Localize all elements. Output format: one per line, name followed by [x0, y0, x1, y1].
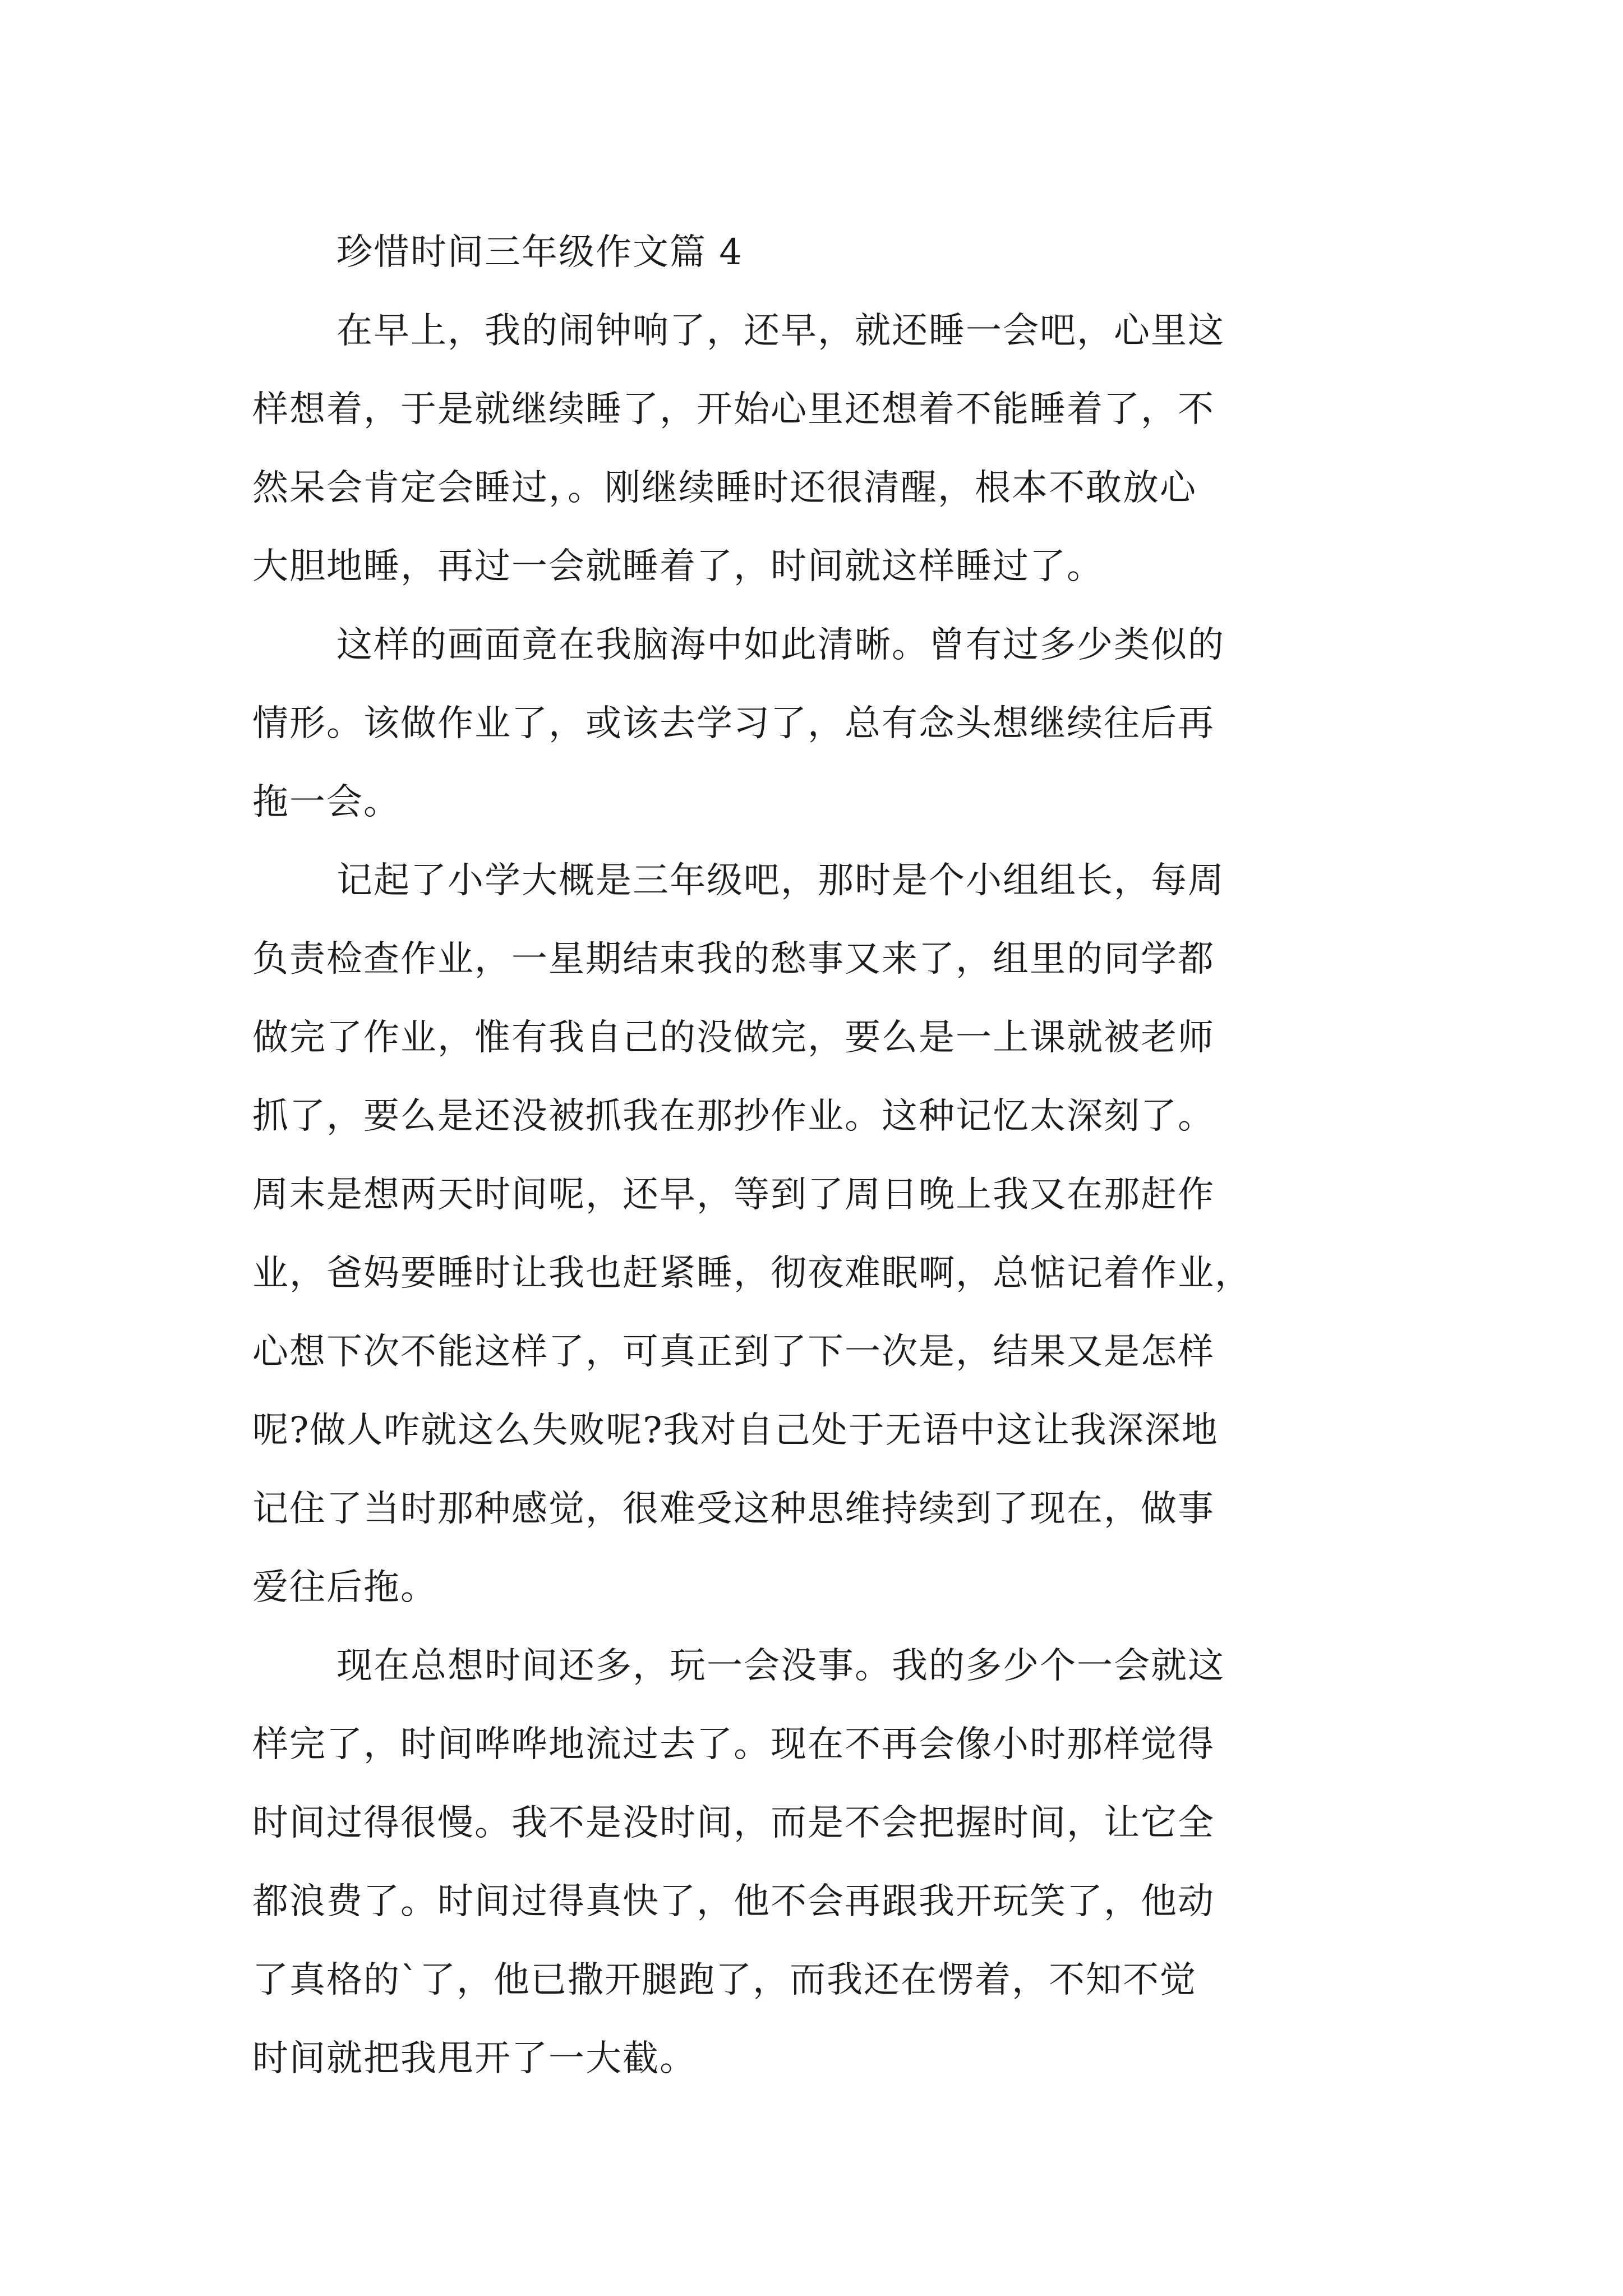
paragraph-line: 在早上，我的闹钟响了，还早，就还睡一会吧，心里这 — [336, 310, 1225, 352]
paragraph-line: 现在总想时间还多，玩一会没事。我的多少个一会就这 — [336, 1645, 1225, 1687]
paragraph-line: 做完了作业，惟有我自己的没做完，要么是一上课就被老师 — [252, 1017, 1215, 1059]
paragraph-line: 拖一会。 — [252, 781, 400, 823]
paragraph-line: 周末是想两天时间呢，还早，等到了周日晚上我又在那赶作 — [252, 1174, 1215, 1216]
paragraph-line: 了真格的`了，他已撒开腿跑了，而我还在愣着，不知不觉 — [252, 1959, 1197, 2001]
paragraph-line: 样想着，于是就继续睡了，开始心里还想着不能睡着了，不 — [252, 389, 1215, 430]
paragraph-line: 记起了小学大概是三年级吧，那时是个小组组长，每周 — [336, 860, 1225, 901]
paragraph-line: 记住了当时那种感觉，很难受这种思维持续到了现在，做事 — [252, 1488, 1215, 1530]
paragraph-1 — [252, 292, 1374, 606]
paragraph-line: 时间就把我甩开了一大截。 — [252, 2038, 697, 2079]
paragraph-line: 情形。该做作业了，或该去学习了，总有念头想继续往后再 — [252, 703, 1215, 744]
paragraph-line: 业，爸妈要睡时让我也赶紧睡，彻夜难眠啊，总惦记着作业， — [252, 1253, 1252, 1294]
paragraph-line: 然呆会肯定会睡过，。刚继续睡时还很清醒，根本不敢放心 — [252, 467, 1197, 509]
paragraph-line: 抓了，要么是还没被抓我在那抄作业。这种记忆太深刻了。 — [252, 1096, 1215, 1137]
paragraph-line: 心想下次不能这样了，可真正到了下一次是，结果又是怎样 — [252, 1331, 1215, 1373]
paragraph-line: 负责检查作业，一星期结束我的愁事又来了，组里的同学都 — [252, 938, 1215, 980]
paragraph-line: 都浪费了。时间过得真快了，他不会再跟我开玩笑了，他动 — [252, 1881, 1215, 1922]
paragraph-line: 呢?做人咋就这么失败呢?我对自己处于无语中这让我深深地 — [252, 1410, 1219, 1451]
paragraph-3 — [252, 841, 1374, 1627]
paragraph-2 — [252, 606, 1374, 841]
paragraph-4 — [252, 1627, 1374, 2098]
paragraph-line: 时间过得很慢。我不是没时间，而是不会把握时间，让它全 — [252, 1802, 1215, 1844]
paragraph-line: 这样的画面竟在我脑海中如此清晰。曾有过多少类似的 — [336, 624, 1225, 666]
paragraph-line: 大胆地睡，再过一会就睡着了，时间就这样睡过了。 — [252, 546, 1104, 587]
document-title: 珍惜时间三年级作文篇 4 — [336, 232, 744, 273]
paragraph-line: 样完了，时间哗哗地流过去了。现在不再会像小时那样觉得 — [252, 1724, 1215, 1765]
paragraph-line: 爱往后拖。 — [252, 1567, 437, 1608]
document-body — [252, 213, 1374, 2098]
